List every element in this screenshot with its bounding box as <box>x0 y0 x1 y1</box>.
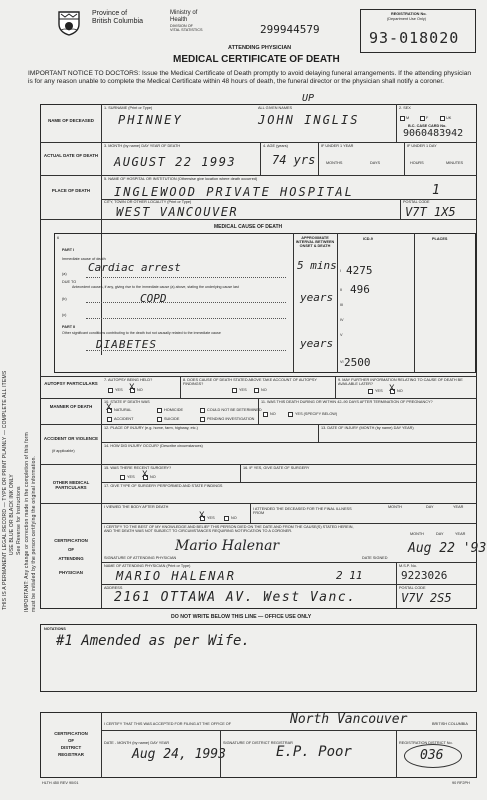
surname-value[interactable]: PHINNEY <box>118 113 183 127</box>
accepted-place: North Vancouver <box>290 712 408 727</box>
part-2-text: Other significant conditions contributing to the death but not causally related to the immediate cause <box>62 331 221 335</box>
surgery-q15: 15. WAS THERE RECENT SURGERY? <box>104 466 172 470</box>
pending-label: PENDING INVESTIGATION <box>207 417 255 421</box>
date-signed-label: DATE SIGNED <box>362 556 388 560</box>
icd-col-label: ICD-9 <box>363 237 373 241</box>
address-value[interactable]: 2161 OTTAWA AV. West Vanc. <box>114 590 357 605</box>
manner-q10: 10. STATE IF DEATH WAS <box>104 400 150 404</box>
hours-label: HOURS <box>410 161 424 165</box>
ministry-line-1: Ministry of <box>170 10 198 16</box>
roman-4: IV <box>340 318 344 322</box>
minutes-label: MINUTES <box>446 161 464 165</box>
viewed-yes-mark: X <box>199 511 205 521</box>
cert-section-label-3: ATTENDING <box>58 556 84 561</box>
age-value[interactable]: 74 yrs <box>272 153 316 167</box>
autopsy-q9: 9. MAY FURTHER INFORMATION RELATING TO CAUSE OF DEATH BE AVAILABLE LATER? <box>338 378 463 387</box>
date-signed-value[interactable]: Aug 22 '93 <box>408 541 487 556</box>
autopsy-q8-yes: YES <box>239 388 247 392</box>
death-date-label: 3. MONTH (by name) DAY YEAR OF DEATH <box>104 144 181 148</box>
reg-box-label: REGISTRATION No. <box>391 12 427 16</box>
serial-number: 299944579 <box>260 23 320 36</box>
reg-district-label: REGISTRATION DISTRICT No. <box>399 741 453 745</box>
surgery-q16: 16. IF YES, GIVE DATE OF SURGERY <box>243 466 310 470</box>
given-names-value[interactable]: JOHN INGLIS <box>258 113 360 127</box>
pregnancy-yes-label: YES (SPECIFY BELOW) <box>295 412 338 416</box>
ministry-line-4: VITAL STATISTICS <box>170 28 203 32</box>
province-line-1: Province of <box>92 10 128 17</box>
reg-district-value: 036 <box>420 748 444 763</box>
registrar-sig-label: SIGNATURE OF DISTRICT REGISTRAR <box>223 741 293 745</box>
certify-statement: I CERTIFY TO THE BEST OF MY KNOWLEDGE AND BELIEF THIS PERSON DIED ON THE DATE AND FROM THE CAUSE(S) STATED HEREIN, AND THE DEATH WAS NOT SUBJECT TO CIRCUMSTANCES REQUIRING NOTIFICATION TO A CORONER. <box>104 525 354 534</box>
undetermined-label: COULD NOT BE DETERMINED <box>207 408 262 412</box>
bc-crest-logo <box>55 8 83 36</box>
surgery-no-mark: X <box>142 470 148 480</box>
bc-case-label: B.C. CASE CARD No. <box>408 124 447 128</box>
accident-section-sub: (if applicable) <box>52 449 75 453</box>
autopsy-q9-mark: X <box>389 384 395 394</box>
autopsy-q9-no: NO <box>397 389 403 393</box>
places-col-label: PLACES <box>432 237 448 241</box>
accident-section-label: ACCIDENT OR VIOLENCE <box>43 436 99 441</box>
autopsy-q7-yes: YES <box>115 388 123 392</box>
date-signed-day-label: DAY <box>436 532 444 536</box>
registrar-section-label-2: OF <box>67 738 75 743</box>
registration-number-box <box>360 9 476 53</box>
registrar-section-label-4: REGISTRAR <box>58 752 84 757</box>
notice-text: IMPORTANT NOTICE TO DOCTORS: Issue the Medical Certificate of Death promptly to avoid delaying funeral arrangements. If the attending physician is for any reason unable to complete the Medical Certificate within 48 hours of death, the funeral director or the physician shall notify a coroner. <box>28 70 472 86</box>
sex-f-checkbox[interactable] <box>420 116 425 121</box>
surgery-yes-label: YES <box>127 475 135 479</box>
interval-2-value[interactable]: years <box>300 337 334 350</box>
under-1-day-label: IF UNDER 1 DAY <box>407 144 437 148</box>
city-value[interactable]: WEST VANCOUVER <box>116 205 239 219</box>
physician-signature[interactable]: Mario Halenar <box>175 538 280 554</box>
notation-value: #1 Amended as per Wife. <box>56 633 250 649</box>
form-code-right: 90 RF2PH <box>452 781 470 785</box>
autopsy-q8-no-checkbox[interactable] <box>254 388 259 393</box>
accident-q13: 13. DATE OF INJURY (MONTH (by name) DAY YEAR) <box>321 426 414 430</box>
registrar-date-value: Aug 24, 1993 <box>132 747 226 762</box>
homicide-label: HOMICIDE <box>164 408 183 412</box>
icd-b-value[interactable]: 496 <box>350 283 370 296</box>
line-a-label: (a) <box>62 272 67 276</box>
city-label: CITY, TOWN OR OTHER LOCALITY (Print or Type) <box>104 200 192 204</box>
place-section-label: PLACE OF DEATH <box>51 188 91 193</box>
cert-section-label-4: PHYSICIAN <box>59 570 83 575</box>
pregnancy-no-checkbox[interactable] <box>263 412 268 417</box>
antecedent-label: Antecedent causes, if any, giving rise to the immediate cause (a) above, stating the underlying cause last <box>72 285 239 289</box>
days-label: DAYS <box>370 161 381 165</box>
date-signed-month-label: MONTH <box>410 532 424 536</box>
accident-label: ACCIDENT <box>114 417 134 421</box>
side-legal-text-1: THIS IS A PERMANENT LEGAL RECORD — TYPE OR PRINT PLAINLY — COMPLETE ALL ITEMS <box>2 370 8 610</box>
attended-month-label: MONTH <box>388 505 402 509</box>
roman-5: V <box>340 333 343 337</box>
physician-name-value[interactable]: MARIO HALENAR <box>116 569 236 583</box>
icd-2-value[interactable]: 2500 <box>344 356 371 369</box>
sex-uk-label: UK <box>446 116 452 120</box>
ministry-line-2: Health <box>170 17 188 23</box>
autopsy-q7-no: NO <box>137 388 143 392</box>
immediate-cause-value[interactable]: Cardiac arrest <box>88 261 181 274</box>
attended-label: I ATTENDED THE DECEASED FOR THE FINAL ILLNESS FROM <box>253 507 352 516</box>
given-names-label: ALL GIVEN NAMES <box>258 106 293 110</box>
suicide-checkbox[interactable] <box>157 417 162 422</box>
autopsy-q9-yes-checkbox[interactable] <box>368 389 373 394</box>
autopsy-q7-yes-checkbox[interactable] <box>108 388 113 393</box>
cert-section-label-2: OF <box>67 547 75 552</box>
physician-name-label: NAME OF ATTENDING PHYSICIAN (Print or Type) <box>104 564 191 568</box>
attended-year-label: YEAR <box>453 505 464 509</box>
cert-section-label-1: CERTIFICATION <box>54 538 88 543</box>
postal-label: POSTAL CODE <box>403 200 430 204</box>
reg-box-sub: (Department Use Only) <box>387 17 427 21</box>
medical-item-6: 6 <box>57 236 60 240</box>
cause-b-value[interactable]: COPD <box>140 292 167 305</box>
address-label: ADDRESS <box>104 586 123 590</box>
autopsy-q7-mark: X <box>129 383 135 393</box>
accident-q14: 14. HOW DID INJURY OCCUR? (Describe circumstances) <box>104 444 203 448</box>
autopsy-q7: 7. AUTOPSY BEING HELD? <box>104 378 153 382</box>
sex-f-label: F <box>426 116 429 120</box>
interval-a-value[interactable]: 5 mins <box>297 259 337 272</box>
side-legal-text-5: must be initialed by the person certifying the original information. <box>31 455 37 612</box>
part-1-label: PART I <box>62 248 75 252</box>
notice-initials: UP <box>302 93 315 104</box>
physician-name-extra: 2 11 <box>336 569 363 582</box>
viewed-no-checkbox[interactable] <box>224 516 229 521</box>
date-signed-year-label: YEAR <box>455 532 466 536</box>
bc-case-value[interactable]: 9060483942 <box>403 128 464 139</box>
death-date-value[interactable]: AUGUST 22 1993 <box>114 155 237 169</box>
sex-uk-checkbox[interactable] <box>440 116 445 121</box>
postal-value[interactable]: V7T 1X5 <box>405 205 456 219</box>
sex-label: 2. SEX <box>399 106 411 110</box>
pending-checkbox[interactable] <box>200 417 205 422</box>
cert-postal-value[interactable]: V7V 2S5 <box>401 591 452 605</box>
surname-label: 1. SURNAME (Print or Type) <box>104 106 153 110</box>
place-label: 5. NAME OF HOSPITAL OR INSTITUTION (Otherwise give location where death occurred) <box>104 177 258 181</box>
homicide-checkbox[interactable] <box>157 408 162 413</box>
autopsy-q8-yes-checkbox[interactable] <box>232 388 237 393</box>
viewed-body-label: I VIEWED THE BODY AFTER DEATH <box>104 505 169 509</box>
natural-mark: X <box>106 403 112 413</box>
ministry-line-3: DIVISION OF <box>170 24 193 28</box>
medical-cause-box <box>54 233 476 373</box>
line-b-label: (b) <box>62 297 67 301</box>
line-c-label: (c) <box>62 313 67 317</box>
autopsy-section-label: AUTOPSY PARTICULARS <box>44 381 98 386</box>
icd-a-value[interactable]: 4275 <box>346 264 373 277</box>
roman-6: VI <box>340 360 344 364</box>
side-legal-text-4: IMPORTANT: Any change or correction made in the completion of this form <box>24 432 30 612</box>
office-use-notice: DO NOT WRITE BELOW THIS LINE — OFFICE USE ONLY <box>171 614 312 620</box>
due-to-label: DUE TO <box>62 280 77 284</box>
accident-checkbox[interactable] <box>107 417 112 422</box>
months-label: MONTHS <box>326 161 343 165</box>
manner-section-label: MANNER OF DEATH <box>49 404 93 409</box>
reg-number-value: 93-018020 <box>369 29 460 47</box>
cert-postal-label: POSTAL CODE <box>399 586 426 590</box>
place-number-value[interactable]: 1 <box>432 183 440 198</box>
sex-m-label: M <box>406 116 410 120</box>
medical-heading: MEDICAL CAUSE OF DEATH <box>214 224 283 230</box>
death-date-section-label: ACTUAL DATE OF DEATH <box>43 153 99 158</box>
roman-2: II <box>340 288 343 292</box>
msp-label: M.S.P. No. <box>399 564 417 568</box>
suicide-label: SUICIDE <box>164 417 180 421</box>
msp-value[interactable]: 9223026 <box>401 569 448 582</box>
age-label: 4. AGE (years) <box>263 144 288 148</box>
roman-3: III <box>340 303 344 307</box>
notations-label: NOTATIONS <box>44 627 66 631</box>
viewed-no-label: NO <box>231 516 237 520</box>
accident-q12: 12. PLACE OF INJURY (e.g. home, farm, highway, etc.) <box>104 426 198 430</box>
surgery-q17: 17. GIVE TYPE OF SURGERY PERFORMED AND STATE FINDINGS <box>104 484 223 488</box>
autopsy-q9-yes: YES <box>375 389 383 393</box>
signature-label: SIGNATURE OF ATTENDING PHYSICIAN <box>104 556 177 560</box>
form-subtitle: ATTENDING PHYSICIAN <box>228 45 292 51</box>
under-1-year-label: IF UNDER 1 YEAR <box>321 144 354 148</box>
registrar-sig-value: E.P. Poor <box>276 744 352 760</box>
registrar-section-label-3: DISTRICT <box>60 745 82 750</box>
form-code-left: HLTH 450 REV 90/01 <box>42 781 79 785</box>
surgery-no-label: NO <box>150 475 156 479</box>
undetermined-checkbox[interactable] <box>200 408 205 413</box>
deceased-section-label: NAME OF DECEASED <box>48 118 94 123</box>
manner-q11: 11. WAS THIS DEATH DURING OR WITHIN 42–90 DAYS AFTER TERMINATION OF PREGNANCY? <box>261 400 433 404</box>
place-value[interactable]: INGLEWOOD PRIVATE HOSPITAL <box>114 185 354 199</box>
registrar-section-label-1: CERTIFICATION <box>54 731 88 736</box>
autopsy-q8-no: NO <box>261 388 267 392</box>
attended-day-label: DAY <box>426 505 434 509</box>
autopsy-q8: 8. DOES CAUSE OF DEATH STATED ABOVE TAKE ACCOUNT OF AUTOPSY FINDINGS? <box>183 378 317 387</box>
side-legal-text-3: See Reverse for Instructions <box>16 486 22 555</box>
province-line-2: British Columbia <box>92 18 143 25</box>
registrar-date-label: DATE - MONTH (by name) DAY YEAR <box>104 741 170 745</box>
immediate-cause-label: Immediate cause of death <box>62 257 106 261</box>
side-legal-text-2: USE BLUE OR BLACK INK ONLY <box>9 474 15 555</box>
pregnancy-no-label: NO <box>270 412 276 416</box>
natural-label: NATURAL <box>114 408 132 412</box>
british-columbia-label: BRITISH COLUMBIA <box>432 722 468 726</box>
pregnancy-yes-checkbox[interactable] <box>288 412 293 417</box>
roman-1: I <box>340 269 342 273</box>
part-2-label: PART II <box>62 325 76 329</box>
interval-b-value[interactable]: years <box>300 291 334 304</box>
form-title: MEDICAL CERTIFICATE OF DEATH <box>173 54 340 65</box>
interval-col-label: APPROXIMATE INTERVAL BETWEEN ONSET & DEATH <box>295 236 335 249</box>
accepted-text: I CERTIFY THAT THIS WAS ACCEPTED FOR FILING AT THE OFFICE OF <box>104 722 232 726</box>
surgery-section-label: OTHER MEDICAL PARTICULARS <box>52 480 90 490</box>
sex-m-checkbox[interactable] <box>400 116 405 121</box>
viewed-yes-label: YES <box>207 516 215 520</box>
part-2-value[interactable]: DIABETES <box>96 338 157 351</box>
surgery-yes-checkbox[interactable] <box>120 475 125 480</box>
